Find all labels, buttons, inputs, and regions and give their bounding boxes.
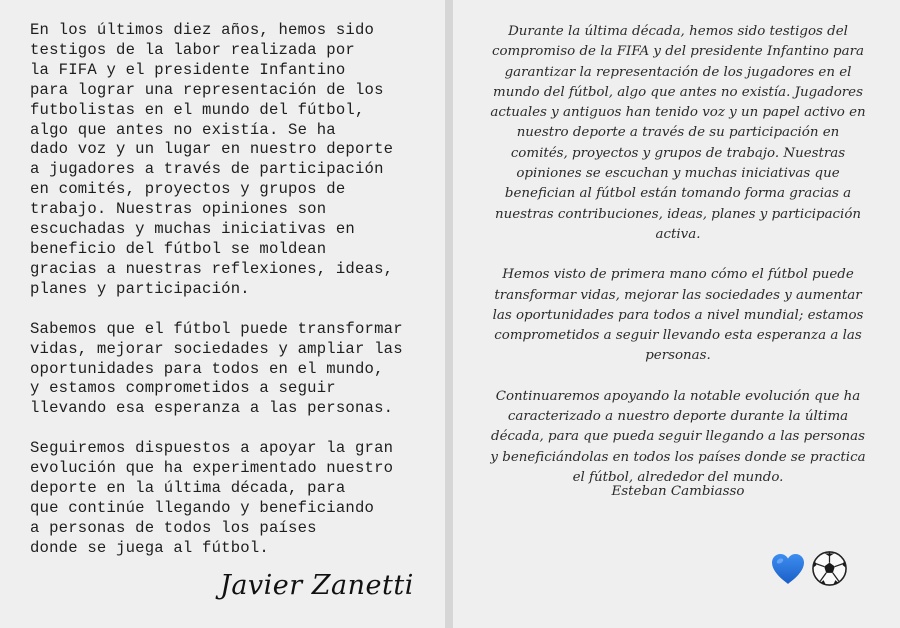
blue-heart-icon xyxy=(769,550,807,588)
left-letter-body xyxy=(30,21,440,579)
right-paragraph-1: Durante la última década, hemos sido testigos del compromiso de la FIFA y del presidente Infantino para garantizar la representación de los jugadores en el mundo del fútbol, algo que antes no existía. Jugadores actuales y antiguos han tenido voz y un papel activo en nuestro deporte a través de su participación en comités, proyectos y grupos de trabajo. Nuestras opiniones se escuchan y muchas iniciativas que benefician al fútbol están tomando forma gracias a nuestras contribuciones, ideas, planes y participación activa. xyxy=(490,24,866,242)
left-paragraph-3: Seguiremos dispuestos a apoyar la gran evolución que ha experimentado nuestro deporte en la última década, para que continúe llegando y beneficiando a personas de todos los países donde se juega al fútbol. xyxy=(30,439,394,557)
right-signature: Esteban Cambiasso xyxy=(611,484,745,499)
left-paragraph-1: En los últimos diez años, hemos sido testigos de la labor realizada por la FIFA y el presidente Infantino para lograr una representación de los futbolistas en el mundo del fútbol, algo que antes no existía. Se ha dado voz y un lugar en nuestro deporte a jugadores a través de participación en comités, proyectos y grupos de trabajo. Nuestras opiniones son escuchadas y muchas iniciativas en beneficio del fútbol se moldean gracias a nuestras reflexiones, ideas, planes y participación. xyxy=(30,21,394,298)
right-paragraph-2: Hemos visto de primera mano cómo el fútbol puede transformar vidas, mejorar las sociedades y aumentar las oportunidades para todos a nivel mundial; estamos comprometidos a seguir llevando esta esperanza a las personas. xyxy=(492,267,864,364)
page-divider xyxy=(445,0,453,628)
emoji-row xyxy=(769,550,851,588)
left-paragraph-2: Sabemos que el fútbol puede transformar vidas, mejorar sociedades y ampliar las oportunidades para todos en el mundo, y estamos comprometidos a seguir llevando esa esperanza a las personas. xyxy=(30,319,403,418)
soccer-ball-icon xyxy=(811,550,848,587)
right-paragraph-3: Continuaremos apoyando la notable evolución que ha caracterizado a nuestro deporte durante la última década, para que pueda seguir llegando a las personas y beneficiándolas en todos los países donde se practica el fútbol, alrededor del mundo. xyxy=(490,388,866,485)
left-signature: Javier Zanetti xyxy=(220,570,414,601)
right-letter-body xyxy=(468,22,888,508)
